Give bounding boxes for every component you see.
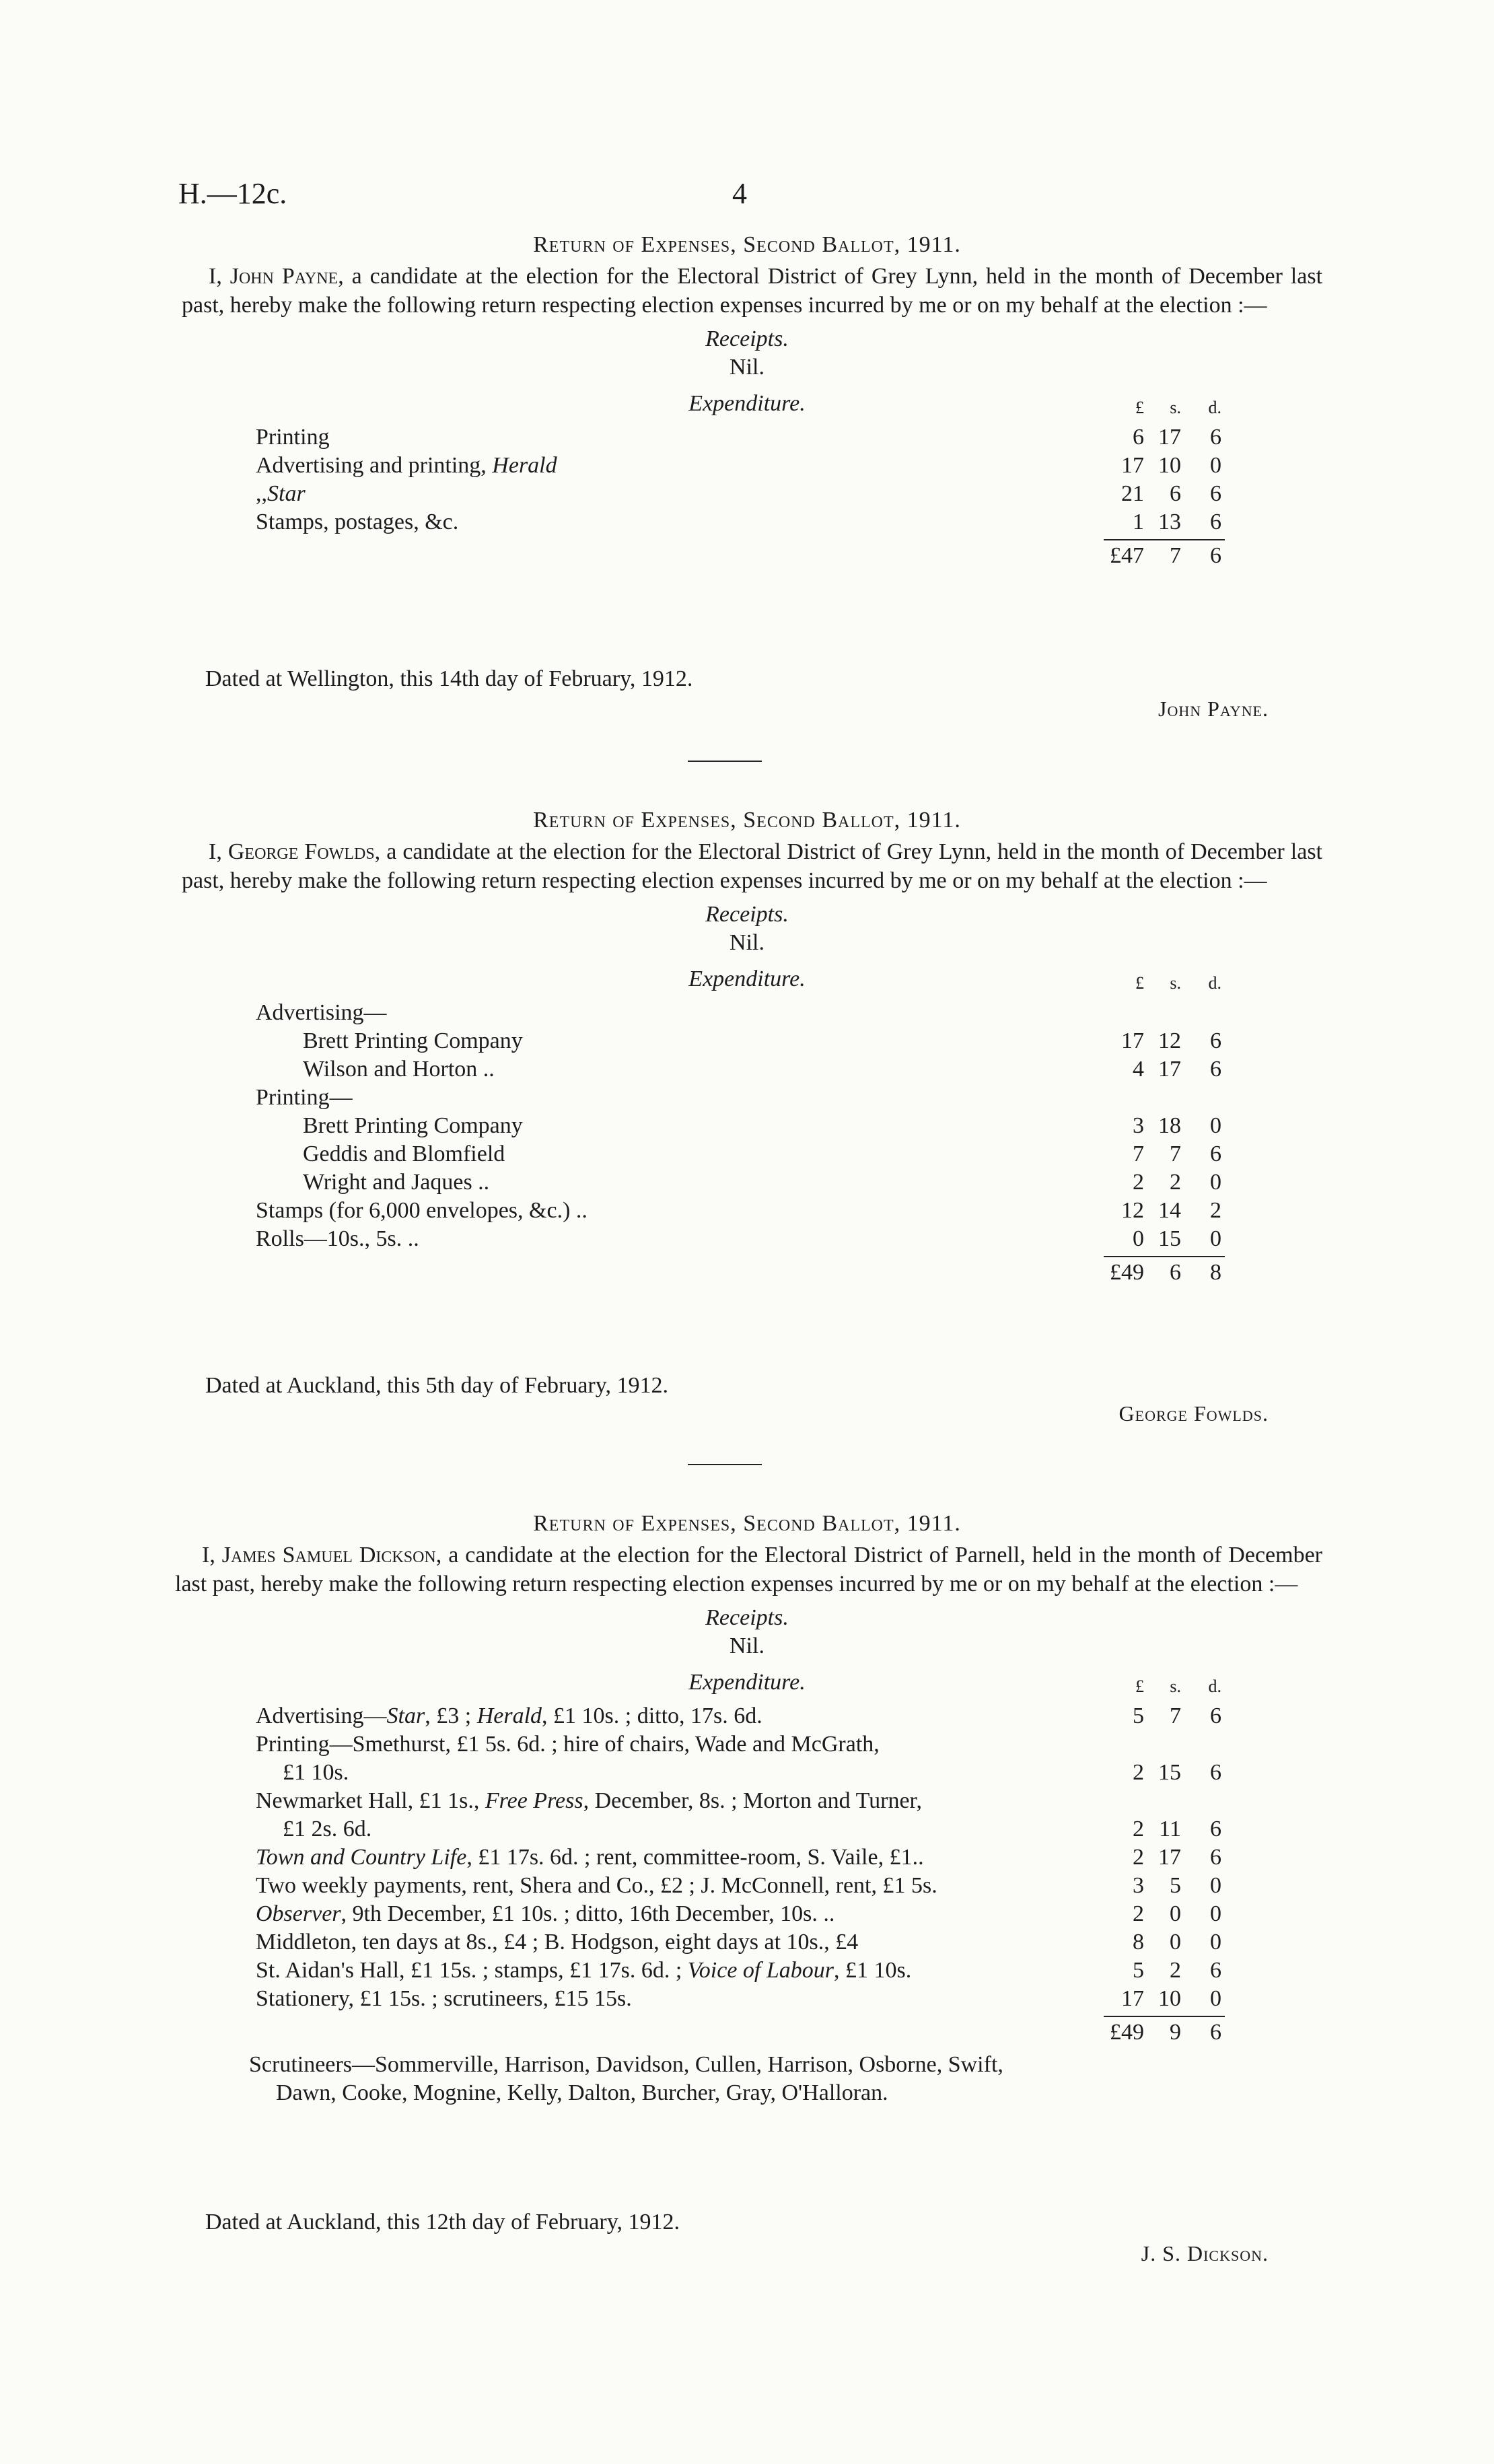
- expenditure-row: [0, 1027, 1494, 1055]
- expenditure-label: Advertising—Star, £3 ; Herald, £1 10s. ; ditto, 17s. 6d.: [256, 1703, 762, 1728]
- expenditure-row: [0, 1787, 1494, 1815]
- amount-pounds: 5: [1133, 1703, 1144, 1728]
- amount-shillings: 14: [1158, 1198, 1181, 1223]
- amount-shillings: 2: [1170, 1958, 1181, 1983]
- amount-shillings: 10: [1158, 453, 1181, 478]
- amount-pence: 6: [1210, 1057, 1221, 1082]
- amount-pounds: 4: [1133, 1057, 1144, 1082]
- expenditure-label: Wilson and Horton ..: [303, 1057, 495, 1082]
- amount-pence: 6: [1210, 1760, 1221, 1785]
- expenditure-amount: [1104, 508, 1225, 536]
- amount-shillings: 7: [1170, 1703, 1181, 1728]
- expenditure-label: Advertising—: [256, 1000, 387, 1025]
- expenditure-amount: [1104, 1140, 1225, 1168]
- expenditure-amount: [1104, 1900, 1225, 1928]
- total-rule: [1104, 1256, 1225, 1257]
- expenditure-row: [0, 1815, 1494, 1843]
- expenditure-row: [0, 1084, 1494, 1112]
- expense-return-john-payne: [0, 232, 1494, 574]
- scrutineers-line-2: Dawn, Cooke, Mognine, Kelly, Dalton, Burcher, Gray, O'Halloran.: [276, 2080, 888, 2105]
- amount-pounds: 2: [1133, 1760, 1144, 1785]
- amount-pence: 6: [1210, 1958, 1221, 1983]
- amount-shillings: 17: [1158, 425, 1181, 450]
- expenditure-row: [0, 508, 1494, 536]
- amount-pounds: 17: [1121, 453, 1144, 478]
- expenditure-row: [0, 452, 1494, 480]
- expenditure-label: Geddis and Blomfield: [303, 1141, 505, 1166]
- signature: George Fowlds.: [1118, 1401, 1269, 1425]
- total-amount: £49 9 6: [1110, 2020, 1221, 2045]
- amount-shillings: 2: [1170, 1170, 1181, 1195]
- total-amount: £49 6 8: [1110, 1260, 1221, 1285]
- amount-shillings: 13: [1158, 509, 1181, 534]
- amount-pence: 6: [1210, 1141, 1221, 1166]
- receipts-heading: Receipts.: [705, 1605, 789, 1630]
- receipts-value: Nil.: [730, 930, 764, 955]
- expenditure-label: Printing: [256, 425, 330, 450]
- expenditure-row: [0, 1140, 1494, 1168]
- expenditure-row: [0, 1168, 1494, 1197]
- amount-pounds: 21: [1121, 481, 1144, 506]
- expenditure-row: [0, 1197, 1494, 1225]
- amount-shillings: 5: [1170, 1873, 1181, 1898]
- expenditure-label: Stamps, postages, &c.: [256, 509, 459, 534]
- expenditure-label: Rolls—10s., 5s. ..: [256, 1226, 419, 1251]
- expenditure-amount: [1104, 1843, 1225, 1872]
- expense-return-james-samuel-dickson: [0, 1511, 1494, 2111]
- amount-pounds: 6: [1133, 425, 1144, 450]
- expenditure-amount: [1104, 1197, 1225, 1225]
- signature: J. S. Dickson.: [1141, 2241, 1269, 2265]
- currency-columns: £ s. d.: [1135, 973, 1221, 993]
- candidate-name: James Samuel Dickson: [221, 1543, 436, 1568]
- candidate-name: George Fowlds: [227, 839, 375, 864]
- expense-return-george-fowlds: [0, 808, 1494, 1291]
- expenditure-label: ,,Star: [256, 481, 306, 506]
- expenditure-heading: Expenditure.: [688, 391, 806, 416]
- amount-pounds: 2: [1133, 1817, 1144, 1841]
- expenditure-row: [0, 1225, 1494, 1253]
- expenditure-row: [0, 1985, 1494, 2013]
- expenditure-label: Newmarket Hall, £1 1s., Free Press, December, 8s. ; Morton and Turner,: [256, 1788, 923, 1813]
- total-row: [0, 2013, 1494, 2051]
- expenditure-label: Stamps (for 6,000 envelopes, &c.) ..: [256, 1198, 588, 1223]
- expenditure-label: Middleton, ten days at 8s., £4 ; B. Hodgson, eight days at 10s., £4: [256, 1930, 859, 1955]
- separator-rule: [688, 1464, 762, 1465]
- expenditure-header: [0, 966, 1494, 999]
- signature: John Payne.: [1158, 697, 1269, 721]
- expenditure-amount: [1104, 1055, 1225, 1084]
- scrutineers-block: [0, 2051, 1494, 2111]
- amount-shillings: 12: [1158, 1028, 1181, 1053]
- expenditure-row: [0, 1843, 1494, 1872]
- candidate-name: John Payne: [229, 264, 339, 289]
- amount-pence: 6: [1210, 509, 1221, 534]
- expenditure-label: Town and Country Life, £1 17s. 6d. ; rent, committee-room, S. Vaile, £1..: [256, 1845, 924, 1870]
- amount-pounds: 2: [1133, 1845, 1144, 1870]
- receipts-value: Nil.: [730, 355, 764, 380]
- expenditure-row: [0, 1957, 1494, 1985]
- dated-line: Dated at Auckland, this 12th day of February, 1912.: [205, 2210, 680, 2234]
- amount-shillings: 18: [1158, 1113, 1181, 1138]
- total-rule: [1104, 539, 1225, 540]
- expenditure-row: [0, 999, 1494, 1027]
- expenditure-amount: [1104, 1225, 1225, 1253]
- expenditure-header: [0, 1670, 1494, 1702]
- amount-pence: 0: [1210, 1226, 1221, 1251]
- amount-pounds: 7: [1133, 1141, 1144, 1166]
- expenditure-list: [0, 999, 1494, 1253]
- amount-pounds: 3: [1133, 1873, 1144, 1898]
- return-declaration: I, James Samuel Dickson, a candidate at the election for the Electoral District of Parnell, held in the month of December last past, hereby make the following return respecting election expenses incurred by me or on my behalf at the election :—: [175, 1543, 1322, 1596]
- amount-shillings: 7: [1170, 1141, 1181, 1166]
- total-amount: £47 7 6: [1110, 543, 1221, 568]
- expenditure-amount: [1104, 1815, 1225, 1843]
- return-title: Return of Expenses, Second Ballot, 1911.: [533, 232, 961, 257]
- amount-pence: 0: [1210, 453, 1221, 478]
- amount-pence: 0: [1210, 1986, 1221, 2011]
- expenditure-label: £1 10s.: [283, 1760, 349, 1785]
- expenditure-amount: [1104, 452, 1225, 480]
- expenditure-amount: [1104, 1957, 1225, 1985]
- expenditure-amount: [1104, 1112, 1225, 1140]
- expenditure-label: £1 2s. 6d.: [283, 1817, 372, 1841]
- expenditure-heading: Expenditure.: [688, 1670, 806, 1695]
- expenditure-header: [0, 391, 1494, 423]
- expenditure-label: St. Aidan's Hall, £1 15s. ; stamps, £1 17s. 6d. ; Voice of Labour, £1 10s.: [256, 1958, 912, 1983]
- expenditure-heading: Expenditure.: [688, 966, 806, 991]
- expenditure-label: Printing—Smethurst, £1 5s. 6d. ; hire of chairs, Wade and McGrath,: [256, 1732, 880, 1757]
- expenditure-amount: [1104, 1702, 1225, 1730]
- page-header: [0, 176, 1494, 217]
- expenditure-label: Two weekly payments, rent, Shera and Co., £2 ; J. McConnell, rent, £1 5s.: [256, 1873, 937, 1898]
- return-declaration: I, George Fowlds, a candidate at the election for the Electoral District of Grey Lynn, held in the month of December last past, hereby make the following return respecting election expenses incurred by me or on my behalf at the election :—: [182, 839, 1322, 893]
- expenditure-label: Observer, 9th December, £1 10s. ; ditto, 16th December, 10s. ..: [256, 1901, 835, 1926]
- expenditure-amount: [1104, 1928, 1225, 1957]
- receipts-heading: Receipts.: [705, 326, 789, 351]
- expenditure-amount: [1104, 1759, 1225, 1787]
- expenditure-label: Printing—: [256, 1085, 353, 1110]
- amount-pence: 6: [1210, 1028, 1221, 1053]
- receipts-heading: Receipts.: [705, 902, 789, 927]
- total-row: [0, 536, 1494, 574]
- amount-pence: 2: [1210, 1198, 1221, 1223]
- receipts-value: Nil.: [730, 1633, 764, 1658]
- amount-shillings: 17: [1158, 1057, 1181, 1082]
- expenditure-label: Brett Printing Company: [303, 1113, 523, 1138]
- amount-shillings: 0: [1170, 1901, 1181, 1926]
- expenditure-row: [0, 423, 1494, 452]
- currency-columns: £ s. d.: [1135, 398, 1221, 417]
- expenditure-amount: [1104, 1985, 1225, 2013]
- amount-pounds: 2: [1133, 1170, 1144, 1195]
- amount-pence: 0: [1210, 1113, 1221, 1138]
- amount-pence: 6: [1210, 1703, 1221, 1728]
- expenditure-amount: [1104, 480, 1225, 508]
- amount-pence: 6: [1210, 1845, 1221, 1870]
- amount-shillings: 11: [1159, 1817, 1181, 1841]
- amount-pounds: 17: [1121, 1028, 1144, 1053]
- return-title: Return of Expenses, Second Ballot, 1911.: [533, 1511, 961, 1536]
- expenditure-row: [0, 1759, 1494, 1787]
- dated-line: Dated at Wellington, this 14th day of February, 1912.: [205, 666, 693, 691]
- amount-shillings: 17: [1158, 1845, 1181, 1870]
- amount-pounds: 3: [1133, 1113, 1144, 1138]
- expenditure-row: [0, 1702, 1494, 1730]
- expenditure-label: Brett Printing Company: [303, 1028, 523, 1053]
- dated-line: Dated at Auckland, this 5th day of February, 1912.: [205, 1373, 669, 1398]
- expenditure-row: [0, 1112, 1494, 1140]
- scrutineers-list: [249, 2051, 1225, 2107]
- expenditure-row: [0, 1055, 1494, 1084]
- amount-pounds: 5: [1133, 1958, 1144, 1983]
- amount-pence: 0: [1210, 1170, 1221, 1195]
- amount-pounds: 0: [1133, 1226, 1144, 1251]
- expenditure-amount: [1104, 1168, 1225, 1197]
- currency-columns: £ s. d.: [1135, 1677, 1221, 1696]
- expenditure-amount: [1104, 423, 1225, 452]
- expenditure-list: [0, 1702, 1494, 2013]
- amount-pence: 0: [1210, 1901, 1221, 1926]
- expenditure-row: [0, 480, 1494, 508]
- amount-pence: 6: [1210, 1817, 1221, 1841]
- expenditure-label: Advertising and printing, Herald: [256, 453, 557, 478]
- amount-shillings: 0: [1170, 1930, 1181, 1955]
- amount-pounds: 8: [1133, 1930, 1144, 1955]
- expenditure-row: [0, 1928, 1494, 1957]
- amount-shillings: 10: [1158, 1986, 1181, 2011]
- amount-pence: 0: [1210, 1873, 1221, 1898]
- amount-shillings: 15: [1158, 1760, 1181, 1785]
- expenditure-row: [0, 1872, 1494, 1900]
- amount-pence: 6: [1210, 481, 1221, 506]
- amount-shillings: 15: [1158, 1226, 1181, 1251]
- expenditure-label: Stationery, £1 15s. ; scrutineers, £15 15s.: [256, 1986, 632, 2011]
- expenditure-label: Wright and Jaques ..: [303, 1170, 490, 1195]
- amount-pence: 0: [1210, 1930, 1221, 1955]
- total-row: [0, 1253, 1494, 1291]
- separator-rule: [688, 761, 762, 762]
- page-number: 4: [732, 177, 747, 210]
- expenditure-amount: [1104, 1872, 1225, 1900]
- amount-pounds: 2: [1133, 1901, 1144, 1926]
- document-code: H.—12c.: [178, 177, 287, 210]
- return-declaration: I, John Payne, a candidate at the election for the Electoral District of Grey Lynn, held in the month of December last past, hereby make the following return respecting election expenses incurred by me or on my behalf at the election :—: [182, 264, 1323, 318]
- total-rule: [1104, 2016, 1225, 2017]
- amount-pence: 6: [1210, 425, 1221, 450]
- amount-pounds: 12: [1121, 1198, 1144, 1223]
- scrutineers-line-1: Scrutineers—Sommerville, Harrison, Davidson, Cullen, Harrison, Osborne, Swift,: [249, 2052, 1003, 2077]
- expenditure-row: [0, 1900, 1494, 1928]
- amount-pounds: 17: [1121, 1986, 1144, 2011]
- expenditure-amount: [1104, 1027, 1225, 1055]
- expenditure-list: [0, 423, 1494, 536]
- expenditure-row: [0, 1730, 1494, 1759]
- amount-pounds: 1: [1133, 509, 1144, 534]
- amount-shillings: 6: [1170, 481, 1181, 506]
- return-title: Return of Expenses, Second Ballot, 1911.: [533, 808, 961, 833]
